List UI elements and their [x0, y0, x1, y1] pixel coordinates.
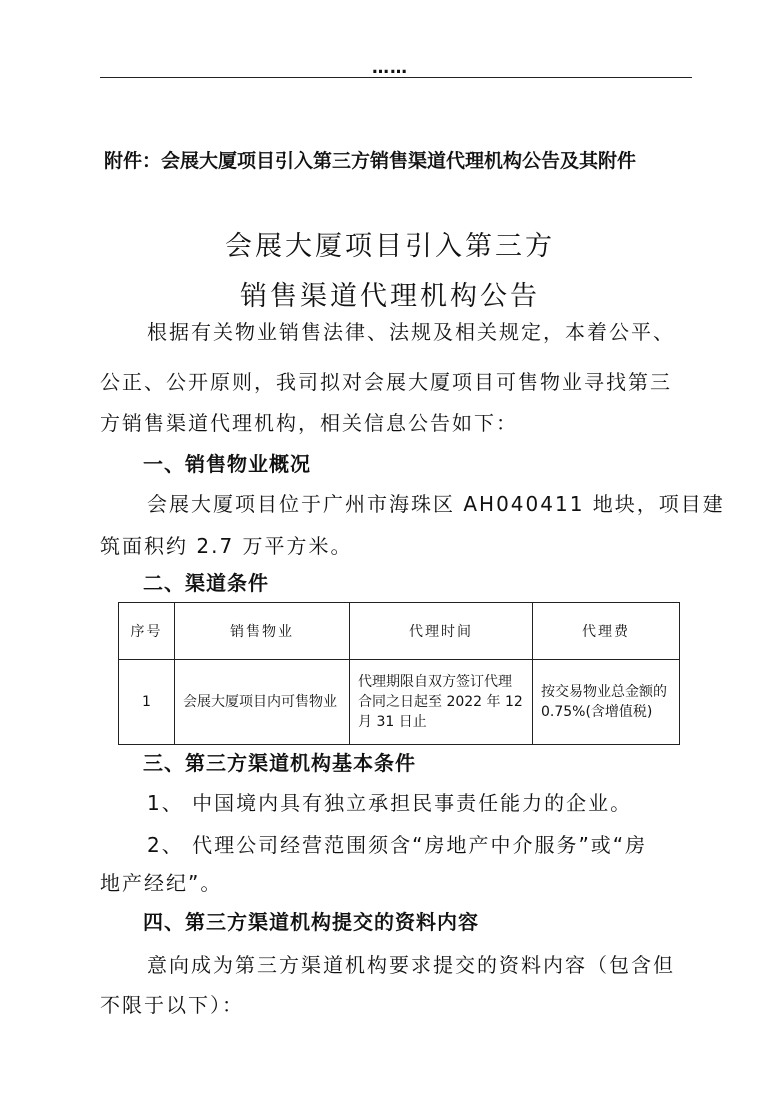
section-4-heading: 四、第三方渠道机构提交的资料内容	[143, 910, 479, 934]
doc-title-line-1: 会展大厦项目引入第三方	[225, 231, 555, 262]
table-cell: 1	[119, 660, 175, 745]
section-3-item-1: 1、 中国境内具有独立承担民事责任能力的企业。	[147, 791, 633, 815]
intro-line-3: 方销售渠道代理机构，相关信息公告如下：	[100, 411, 518, 435]
intro-line-2: 公正、公开原则，我司拟对会展大厦项目可售物业寻找第三	[100, 370, 672, 394]
table-header-cell: 代理费	[533, 603, 680, 660]
attachment-title: 附件：会展大厦项目引入第三方销售渠道代理机构公告及其附件	[104, 150, 637, 172]
table-header-cell: 代理时间	[350, 603, 533, 660]
section-1-line-1: 会展大厦项目位于广州市海珠区 AH040411 地块，项目建	[147, 492, 725, 516]
section-3-item-2-line-2: 地产经纪”。	[100, 871, 223, 895]
table-header-row	[119, 603, 680, 660]
table-cell: 按交易物业总金额的 0.75%(含增值税)	[533, 660, 680, 745]
section-3-item-2-line-1: 2、 代理公司经营范围须含“房地产中介服务”或“房	[147, 833, 648, 857]
intro-line-1: 根据有关物业销售法律、法规及相关规定，本着公平、	[147, 320, 675, 344]
section-1-heading: 一、销售物业概况	[143, 452, 311, 476]
section-4-line-1: 意向成为第三方渠道机构要求提交的资料内容（包含但	[147, 953, 675, 977]
table-header-cell: 序号	[119, 603, 175, 660]
header-rule	[100, 77, 692, 78]
header-ellipsis: ……	[372, 58, 408, 78]
table-cell: 会展大厦项目内可售物业	[175, 660, 350, 745]
section-3-heading: 三、第三方渠道机构基本条件	[143, 751, 416, 775]
section-4-line-2: 不限于以下）：	[100, 993, 244, 1017]
section-2-heading: 二、渠道条件	[143, 571, 269, 595]
section-1-line-2: 筑面积约 2.7 万平方米。	[100, 534, 353, 558]
channel-conditions-table	[118, 602, 680, 745]
table-header-cell: 销售物业	[175, 603, 350, 660]
table-cell: 代理期限自双方签订代理合同之日起至 2022 年 12 月 31 日止	[350, 660, 533, 745]
doc-title-line-2: 销售渠道代理机构公告	[240, 281, 540, 312]
table-row	[119, 660, 680, 745]
